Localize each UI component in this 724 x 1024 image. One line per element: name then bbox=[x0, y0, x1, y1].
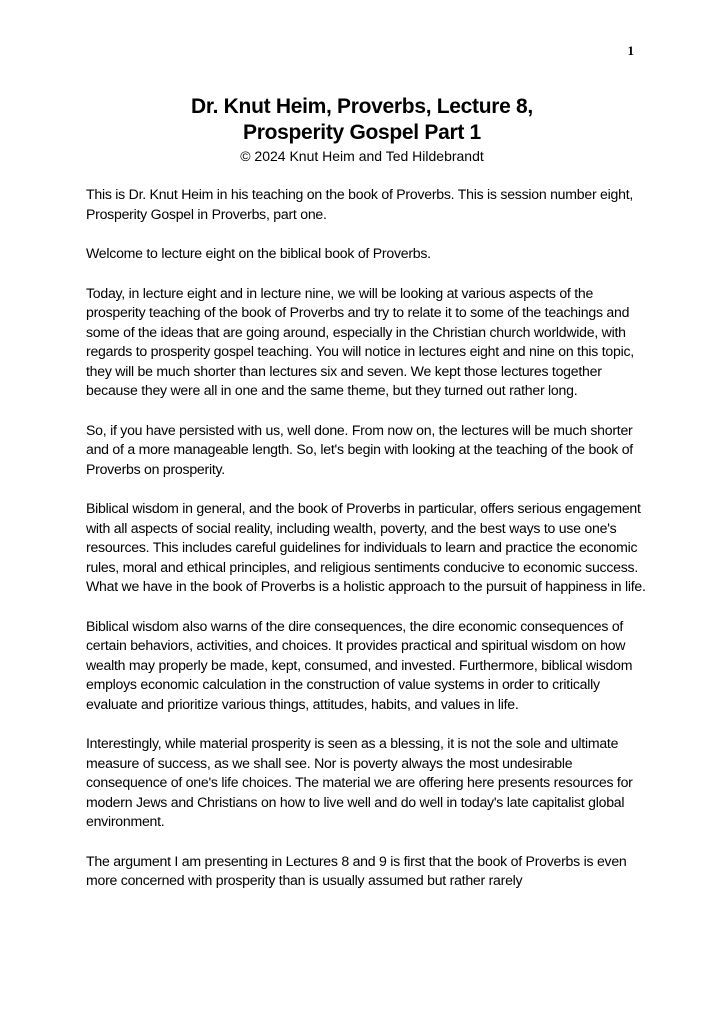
title-line-2: Prosperity Gospel Part 1 bbox=[243, 121, 481, 144]
body-text bbox=[86, 185, 646, 911]
paragraph-5: Biblical wisdom in general, and the book of Proverbs in particular, offers serious engagement with all aspects of social reality, including wealth, poverty, and the best ways to use one's resources. This includes careful guidelines for individuals to learn and practice the economic rules, moral and ethical principles, and religious sentiments conducive to economic success. What we have in the book of Proverbs is a holistic approach to the pursuit of happiness in life. bbox=[86, 500, 646, 594]
paragraph-6: Biblical wisdom also warns of the dire consequences, the dire economic consequences of certain behaviors, activities, and choices. It provides practical and spiritual wisdom on how wealth may properly be made, kept, consumed, and invested. Furthermore, biblical wisdom employs economic calculation in the construction of value systems in order to critically evaluate and prioritize various things, attitudes, habits, and values in life. bbox=[86, 617, 633, 712]
paragraph-8: The argument I am presenting in Lectures 8 and 9 is first that the book of Proverbs is even more concerned with prosperity than is usually assumed but rather rarely bbox=[86, 852, 627, 888]
page-number: 1 bbox=[627, 43, 634, 58]
copyright-notice: © 2024 Knut Heim and Ted Hildebrandt bbox=[240, 148, 484, 164]
title-line-1: Dr. Knut Heim, Proverbs, Lecture 8, bbox=[191, 95, 533, 118]
paragraph-7: Interestingly, while material prosperity is seen as a blessing, it is not the sole and ultimate measure of success, as we shall see. Nor is poverty always the most undesirable consequence of one's life choices. The material we are offering here presents resources for modern Jews and Christians on how to live well and do well in today's late capitalist global environment. bbox=[86, 735, 633, 829]
paragraph-4: So, if you have persisted with us, well done. From now on, the lectures will be much shorter and of a more manageable length. So, let's begin with looking at the teaching of the book of Proverbs on prosperity. bbox=[86, 421, 633, 477]
title-block bbox=[0, 94, 724, 166]
paragraph-3: Today, in lecture eight and in lecture nine, we will be looking at various aspects of the prosperity teaching of the book of Proverbs and try to relate it to some of the teachings and some of the ideas that are going around, especially in the Christian church worldwide, with regards to prosperity gospel teaching. You will notice in lectures eight and nine on this topic, they will be much shorter than lectures six and seven. We kept those lectures together because they were all in one and the same theme, but they turned out rather long. bbox=[86, 284, 634, 398]
paragraph-1: This is Dr. Knut Heim in his teaching on the book of Proverbs. This is session number eight, Prosperity Gospel in Proverbs, part one. bbox=[86, 186, 634, 222]
paragraph-2: Welcome to lecture eight on the biblical book of Proverbs. bbox=[86, 245, 431, 261]
